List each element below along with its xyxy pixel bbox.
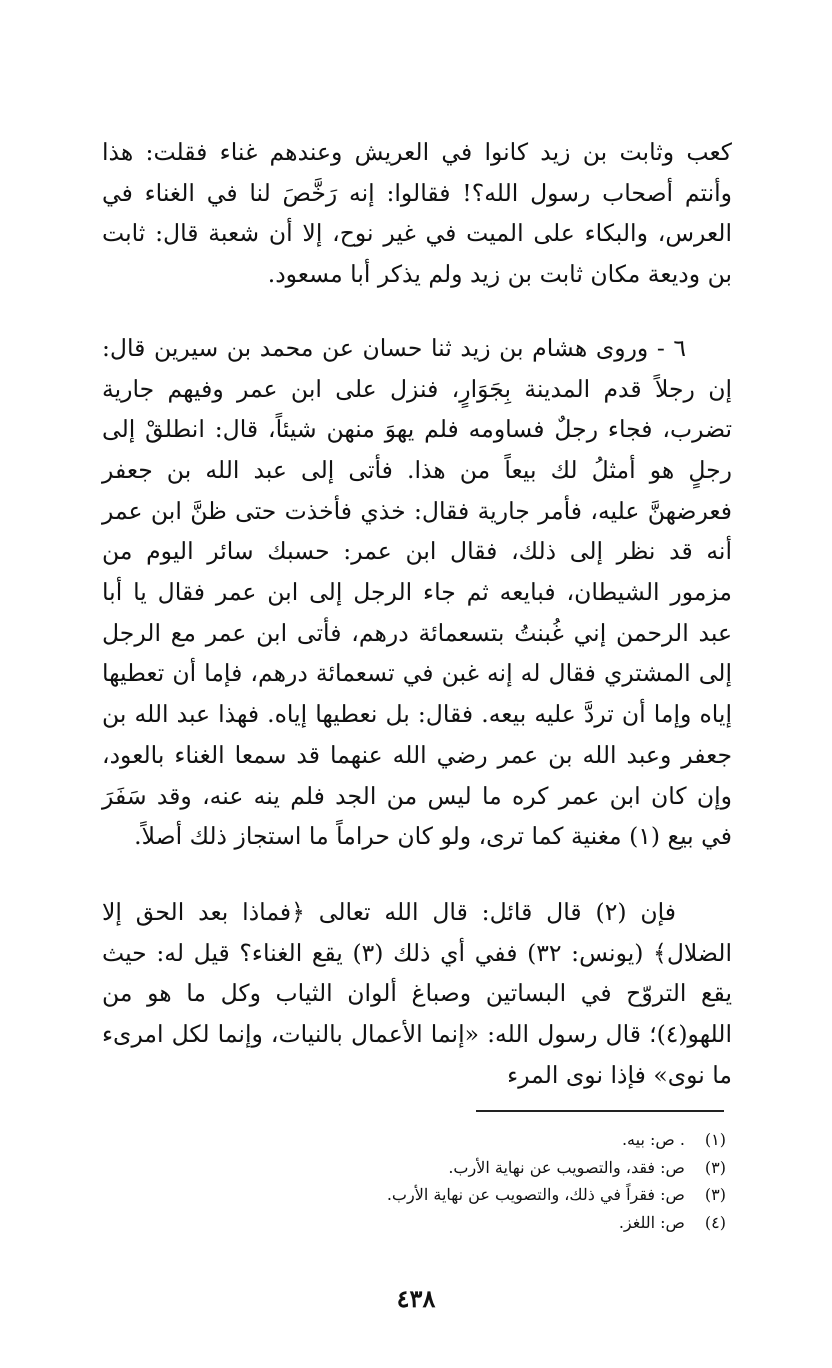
footnote — [126, 1154, 726, 1182]
footnote-text: ص: فقراً في ذلك، والتصويب عن نهاية الأرب. — [386, 1185, 685, 1204]
footnote-number: (٣) — [704, 1157, 726, 1177]
footnote-divider — [476, 1110, 724, 1112]
footnote-text: ص: اللغز. — [618, 1212, 685, 1232]
footnote-number: (٣) — [704, 1185, 726, 1204]
footnote-text: . ص: بيه. — [621, 1130, 685, 1149]
footnote-text: ص: فقد، والتصويب عن نهاية الأرب. — [448, 1157, 685, 1177]
footnotes — [126, 1126, 726, 1236]
footnote-number: (١) — [704, 1130, 726, 1149]
main-text — [102, 132, 732, 1095]
paragraph: ٦ - وروى هشام بن زيد ثنا حسان عن محمد بن سيرين قال: إن رجلاً قدم المدينة بِجَوَارٍ، فنزل على ابن عمر وفيهم جارية تضرب، فجاء رجلٌ فساومه فلم يهوَ منهن شيئاً، قال: انطلقْ إلى رجلٍ هو أمثلُ لك بيعاً من هذا. فأتى إلى عبد الله بن جعفر فعرضهنَّ عليه، فأمر جارية فقال: خذي فأخذت حتى ظنَّ ابن عمر أنه قد نظر إلى ذلك، فقال ابن عمر: حسبك سائر اليوم من مزمور الشيطان، فبايعه ثم جاء الرجل إلى ابن عمر فقال يا أبا عبد الرحمن إني غُبنتُ بتسعمائة درهم، فأتى ابن عمر مع الرجل إلى المشتري فقال له إنه غبن في تسعمائة درهم، فإما أن تعطيها إياه وإما أن تردَّ عليه بيعه. فقال: بل نعطيها إياه. فهذا عبد الله بن جعفر وعبد الله بن عمر رضي الله عنهما قد سمعا الغناء بالعود، وإن كان ابن عمر كره ما ليس من الجد فلم ينه عنه، وقد سَفَرَ في بيع (١) مغنية كما ترى، ولو كان حراماً ما استجاز ذلك أصلاً. — [102, 333, 732, 851]
footnote — [126, 1181, 726, 1209]
paragraph: كعب وثابت بن زيد كانوا في العريش وعندهم غناء فقلت: هذا وأنتم أصحاب رسول الله؟! فقالوا: إنه رَخَّصَ لنا في الغناء في العرس، والبكاء على الميت في غير نوح، إلا أن شعبة قال: ثابت بن وديعة مكان ثابت بن زيد ولم يذكر أبا مسعود. — [102, 138, 732, 289]
footnote-number: (٤) — [704, 1212, 726, 1232]
footnote — [126, 1126, 726, 1154]
page-number: ٤٣٨ — [396, 1284, 436, 1313]
footnote — [126, 1209, 726, 1237]
paragraph: فإن (٢) قال قائل: قال الله تعالى ﴿فماذا بعد الحق إلا الضلال﴾ (يونس: ٣٢) ففي أي ذلك (٣) يقع الغناء؟ قيل له: حيث يقع التروّح في البساتين وصباغ ألوان الثياب وكل ما هو من اللهو(٤)؛ قال رسول الله: «إنما الأعمال بالنيات، وإنما لكل امرىء ما نوى» فإذا نوى المرء — [102, 897, 732, 1089]
